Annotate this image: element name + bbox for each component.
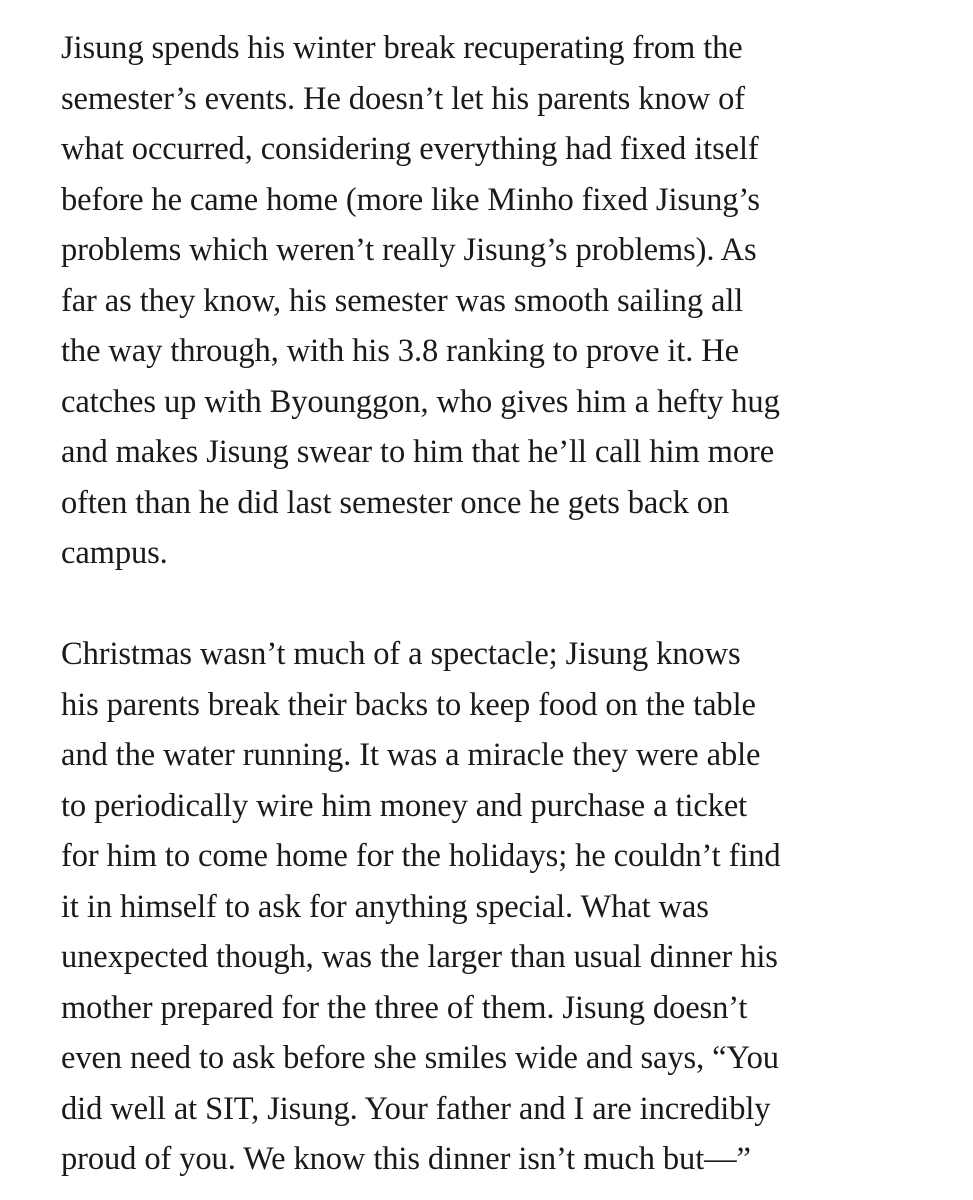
text-line: problems which weren’t really Jisung’s problems). As: [61, 232, 757, 268]
text-line: semester’s events. He doesn’t let his parents know of: [61, 80, 745, 117]
text-line: mother prepared for the three of them. Jisung doesn’t: [61, 989, 748, 1026]
text-line: and makes Jisung swear to him that he’ll call him more: [61, 434, 775, 470]
text-line: to periodically wire him money and purchase a ticket: [61, 787, 748, 824]
text-line: even need to ask before she smiles wide and says, “You: [61, 1040, 779, 1076]
text-line: his parents break their backs to keep food on the table: [61, 686, 756, 723]
paragraph-christmas: [61, 629, 941, 1185]
paragraph-winter-break: [61, 23, 941, 579]
text-line: the way through, with his 3.8 ranking to prove it. He: [61, 333, 739, 369]
text-line: what occurred, considering everything had fixed itself: [61, 131, 759, 167]
text-line: for him to come home for the holidays; he couldn’t find: [61, 838, 781, 874]
text-line: Jisung spends his winter break recuperating from the: [61, 30, 743, 66]
text-line: it in himself to ask for anything special. What was: [61, 888, 709, 925]
text-line: proud of you. We know this dinner isn’t much but—”: [61, 1141, 751, 1177]
text-line: far as they know, his semester was smooth sailing all: [61, 282, 744, 319]
text-line: did well at SIT, Jisung. Your father and I are incredibly: [61, 1090, 771, 1127]
text-line: Christmas wasn’t much of a spectacle; Jisung knows: [61, 636, 741, 672]
text-line: catches up with Byounggon, who gives him a hefty hug: [61, 383, 780, 420]
text-line: before he came home (more like Minho fixed Jisung’s: [61, 181, 760, 218]
text-line: often than he did last semester once he gets back on: [61, 484, 730, 521]
text-line: unexpected though, was the larger than usual dinner his: [61, 939, 778, 975]
text-line: campus.: [61, 535, 168, 571]
text-line: and the water running. It was a miracle they were able: [61, 737, 761, 773]
